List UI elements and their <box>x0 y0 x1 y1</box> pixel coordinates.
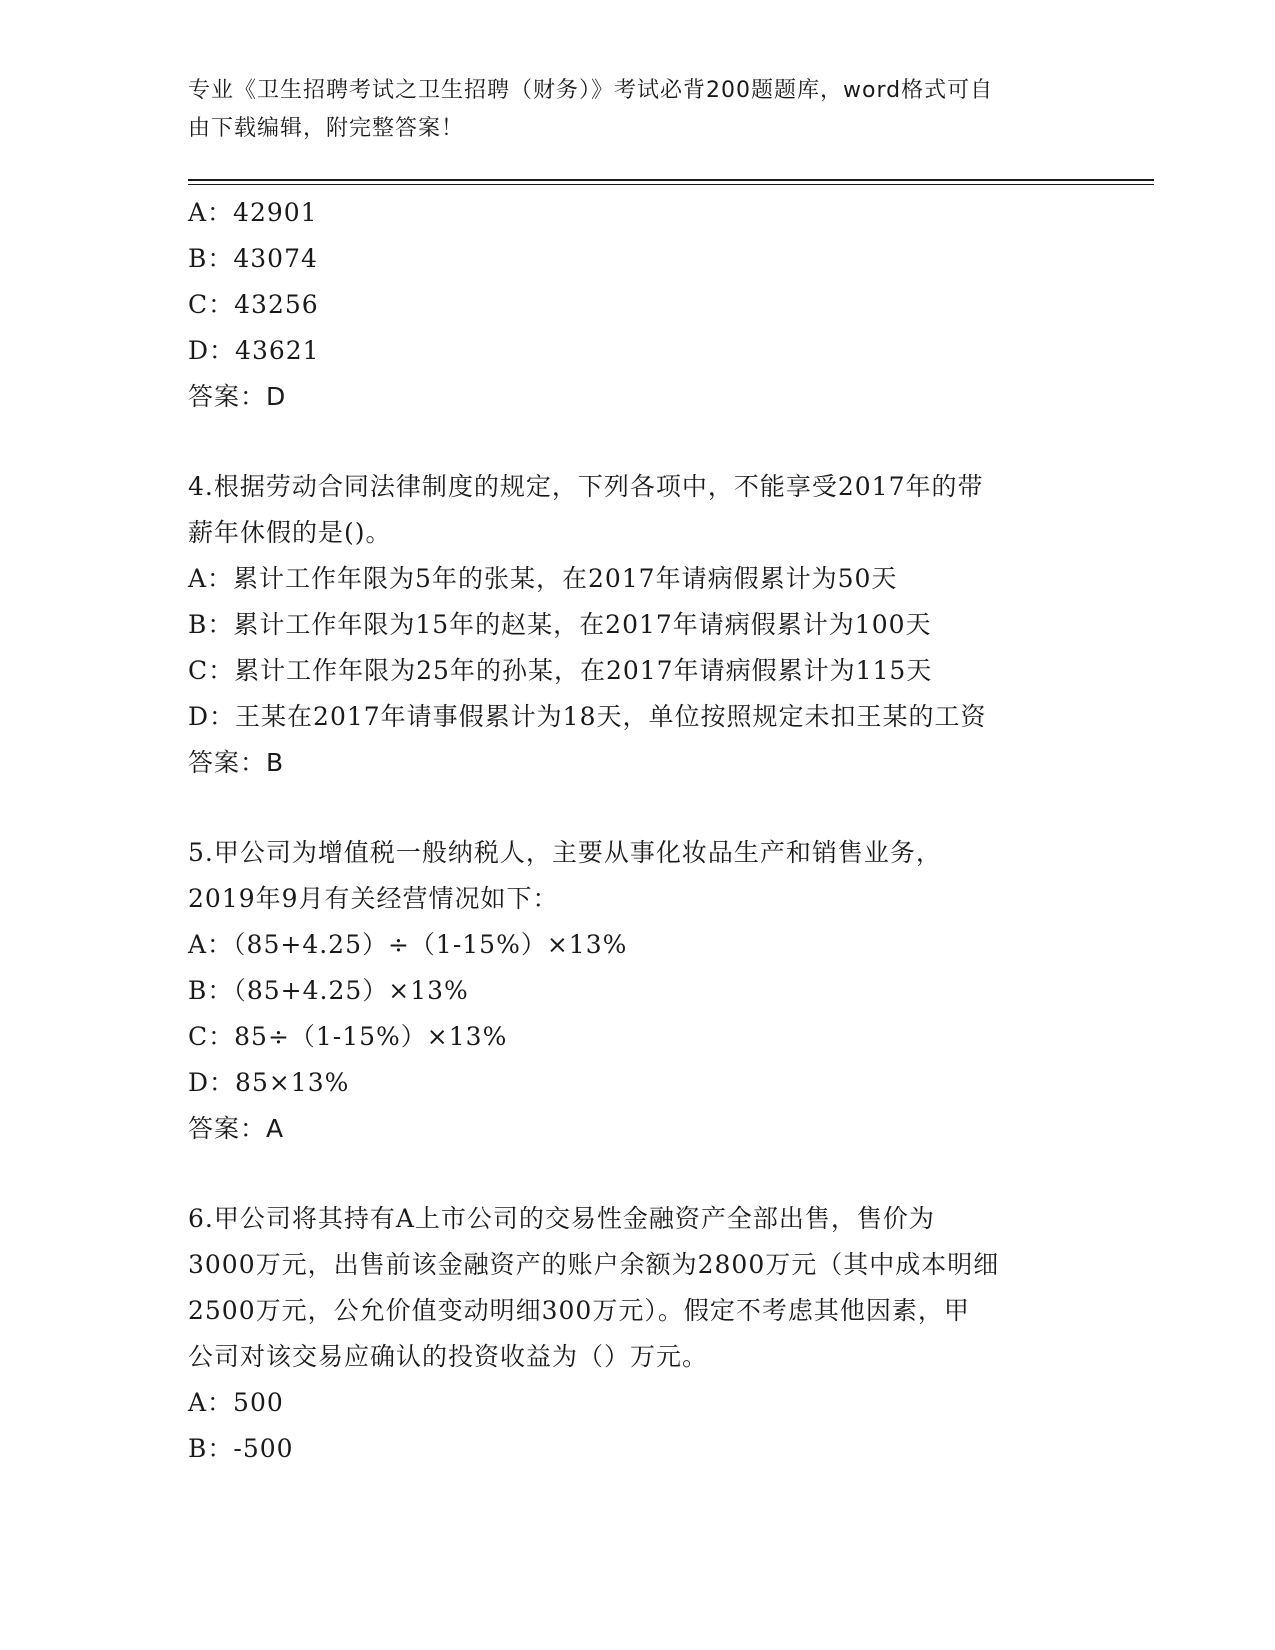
option-d: D：王某在2017年请事假累计为18天，单位按照规定未扣王某的工资 <box>188 702 987 731</box>
option-c: C：43256 <box>188 290 319 319</box>
spacer <box>188 420 1088 464</box>
option-b: B：43074 <box>188 244 318 273</box>
option-c: C：累计工作年限为25年的孙某，在2017年请病假累计为115天 <box>188 656 933 685</box>
header-line-1: 专业《卫生招聘考试之卫生招聘（财务）》考试必背200题题库，word格式可自 <box>188 78 994 103</box>
option-b: B：累计工作年限为15年的赵某，在2017年请病假累计为100天 <box>188 610 932 639</box>
header-divider-thick <box>188 179 1154 181</box>
question-text-line-2: 薪年休假的是()。 <box>188 518 392 547</box>
question-text-line-1: 4.根据劳动合同法律制度的规定，下列各项中，不能享受2017年的带 <box>188 472 984 501</box>
spacer <box>188 1152 1088 1196</box>
option-a: A：（85+4.25）÷（1-15%）×13% <box>188 930 628 959</box>
option-a: A：42901 <box>188 198 318 227</box>
document-content <box>188 190 1088 1472</box>
document-header <box>188 72 1068 148</box>
question-3 <box>188 190 1088 420</box>
header-divider-thin <box>188 184 1154 185</box>
question-6 <box>188 1196 1088 1472</box>
option-d: D：43621 <box>188 336 320 365</box>
spacer <box>188 786 1088 830</box>
option-d: D：85×13% <box>188 1068 350 1097</box>
answer-line: 答案：D <box>188 382 287 411</box>
question-text-line-1: 6.甲公司将其持有A上市公司的交易性金融资产全部出售，售价为 <box>188 1204 935 1233</box>
option-c: C：85÷（1-15%）×13% <box>188 1022 508 1051</box>
question-text-line-3: 2500万元，公允价值变动明细300万元）。假定不考虑其他因素，甲 <box>188 1296 970 1325</box>
question-text-line-1: 5.甲公司为增值税一般纳税人，主要从事化妆品生产和销售业务， <box>188 838 942 867</box>
question-text-line-4: 公司对该交易应确认的投资收益为（）万元。 <box>188 1342 709 1371</box>
answer-line: 答案：B <box>188 748 285 777</box>
option-a: A：500 <box>188 1388 284 1417</box>
question-4 <box>188 464 1088 786</box>
question-text-line-2: 3000万元，出售前该金融资产的账户余额为2800万元（其中成本明细 <box>188 1250 1000 1279</box>
question-5 <box>188 830 1088 1152</box>
option-a: A：累计工作年限为5年的张某，在2017年请病假累计为50天 <box>188 564 898 593</box>
header-line-2: 由下载编辑，附完整答案！ <box>188 116 465 141</box>
answer-line: 答案：A <box>188 1114 285 1143</box>
option-b: B：-500 <box>188 1434 294 1463</box>
question-text-line-2: 2019年9月有关经营情况如下： <box>188 884 559 913</box>
option-b: B：（85+4.25）×13% <box>188 976 469 1005</box>
